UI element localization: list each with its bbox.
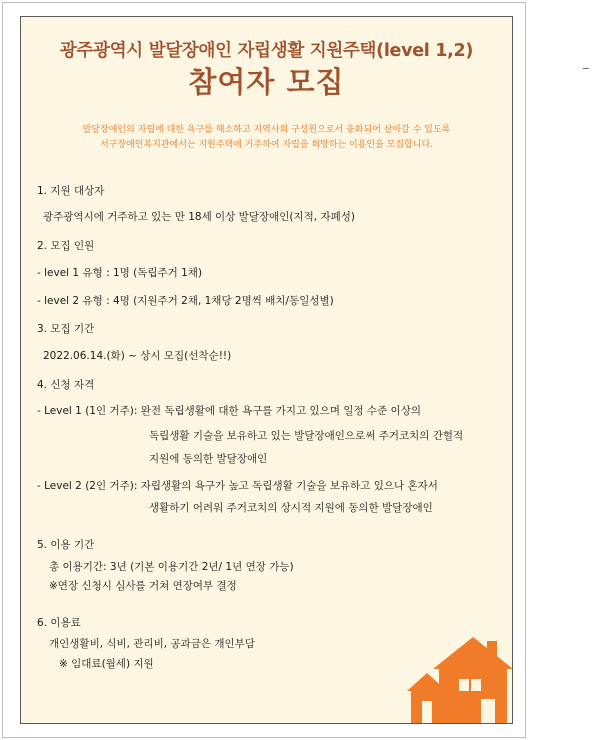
list-item: - Level 2 (2인 거주): 자립생활의 욕구가 높고 독립생활 기술을 보유하고 있으나 혼자서: [37, 480, 438, 492]
intro-line: 서구장애인복지관에서는 지원주택에 거주하여 자립을 희망하는 이용인을 모집합니다.: [99, 140, 433, 150]
section-note: ※ 임대료(월세) 지원: [59, 658, 154, 670]
section-body: 총 이용기간: 3년 (기본 이용기간 2년/ 1년 연장 가능): [49, 561, 294, 573]
intro-line: 발달장애인의 자립에 대한 욕구를 해소하고 지역사회 구성원으로서 융화되어 살아갈 수 있도록: [82, 125, 451, 135]
section-body: 개인생활비, 식비, 관리비, 공과금은 개인부담: [49, 638, 255, 650]
house-icon: [407, 633, 513, 724]
poster-title: 광주광역시 발달장애인 자립생활 지원주택(level 1,2): [59, 41, 474, 61]
list-item: - level 2 유형 : 4명 (지원주거 2채, 1채당 2명씩 배치/동일성별): [37, 295, 334, 307]
section-body: 2022.06.14.(화) ~ 상시 모집(선착순!!): [43, 350, 232, 362]
recruitment-poster: [20, 16, 513, 724]
section-heading: 3. 모집 기간: [37, 323, 95, 335]
list-item-continuation: 독립생활 기술을 보유하고 있는 발달장애인으로써 주거코치의 간헐적: [149, 430, 464, 442]
poster-headline: 참여자 모집: [188, 65, 345, 99]
list-item: - Level 1 (1인 거주): 완전 독립생활에 대한 욕구를 가지고 있으며 일정 수준 이상의: [37, 405, 421, 417]
section-heading: 4. 신청 자격: [37, 379, 95, 391]
section-body: 광주광역시에 거주하고 있는 만 18세 이상 발달장애인(지적, 자폐성): [43, 211, 355, 223]
section-heading: 2. 모집 인원: [37, 240, 95, 252]
list-item: - level 1 유형 : 1명 (독립주거 1채): [37, 267, 203, 279]
list-item-continuation: 생활하기 어려워 주거코치의 상시적 지원에 동의한 발달장애인: [149, 502, 433, 514]
list-item-continuation: 지원에 동의한 발달장애인: [149, 453, 268, 465]
section-heading: 6. 이용료: [37, 617, 81, 629]
section-heading: 1. 지원 대상자: [37, 185, 105, 197]
intro-text: [21, 123, 512, 153]
edge-mark: [583, 68, 589, 69]
section-heading: 5. 이용 기간: [37, 539, 95, 551]
section-note: ※연장 신청시 심사를 거쳐 연장여부 결정: [49, 580, 237, 592]
